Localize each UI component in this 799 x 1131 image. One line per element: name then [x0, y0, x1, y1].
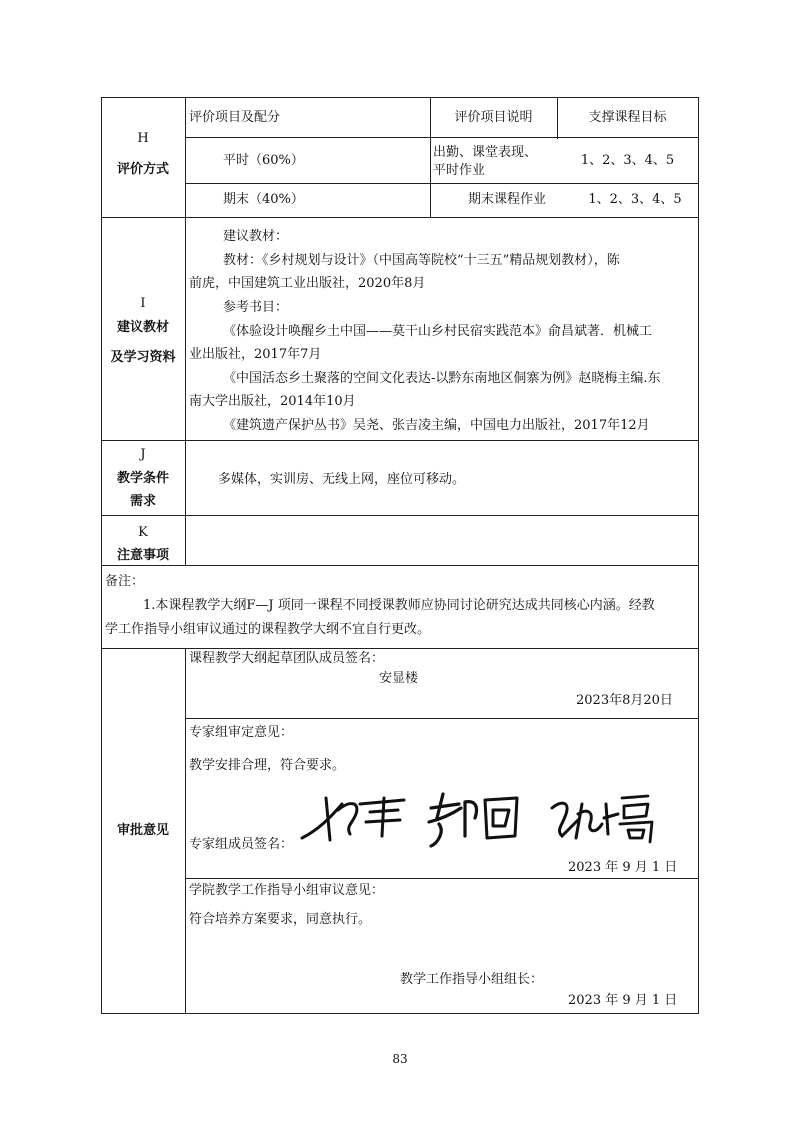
section-j-label-1: 教学条件: [116, 471, 169, 486]
reference-2-line-2: 南大学出版社，2014年10月: [189, 394, 356, 409]
section-k-label: 注意事项: [116, 548, 169, 563]
expert-opinion: 教学安排合理，符合要求。: [189, 758, 346, 773]
section-h-label: 评价方式: [116, 162, 169, 177]
row-regular-goal: 1、2、3、4、5: [580, 153, 675, 168]
college-title: 学院教学工作指导小组审议意见：: [189, 883, 385, 898]
drafting-name: 安显楼: [379, 671, 419, 686]
signature-expert-1: [300, 790, 410, 850]
section-i-label-2: 及学习资料: [110, 350, 176, 365]
reference-heading: 参考书目：: [223, 300, 289, 315]
signature-expert-3: [548, 790, 658, 850]
expert-sign-label: 专家组成员签名：: [189, 837, 294, 852]
notes-line-2: 学工作指导小组审议通过的课程教学大纲不宜自行更改。: [105, 622, 431, 637]
header-item: 评价项目及配分: [189, 110, 281, 125]
reference-1-line-1: 《体验设计唤醒乡土中国——莫干山乡村民宿实践范本》俞昌斌著．机械工: [223, 324, 653, 339]
row-final-item: 期末（40%）: [223, 192, 304, 207]
reference-2-line-1: 《中国活态乡土聚落的空间文化表达-以黔东南地区侗寨为例》赵晓梅主编.东: [223, 371, 661, 386]
section-k-letter: K: [138, 525, 148, 540]
notes-title: 备注：: [105, 574, 145, 589]
textbook-line-2: 前虎，中国建筑工业出版社，2020年8月: [189, 276, 426, 291]
expert-title: 专家组审定意见：: [189, 725, 294, 740]
section-j-label-2: 需求: [129, 494, 156, 509]
expert-date: 2023 年 9 月 1 日: [568, 860, 678, 875]
reference-1-line-2: 业出版社，2017年7月: [189, 347, 322, 362]
textbook-line-1: 教材：《乡村规划与设计》（中国高等院校“十三五”精品规划教材），陈: [223, 253, 620, 268]
page-number: 83: [392, 1052, 408, 1066]
drafting-date: 2023年8月20日: [576, 693, 673, 708]
approval-label: 审批意见: [116, 823, 169, 838]
row-regular-item: 平时（60%）: [223, 153, 304, 168]
textbook-heading: 建议教材：: [223, 229, 289, 244]
college-leader-label: 教学工作指导小组组长：: [400, 972, 544, 987]
college-opinion: 符合培养方案要求，同意执行。: [189, 912, 372, 927]
reference-3: 《建筑遗产保护丛书》吴尧、张吉凌主编，中国电力出版社，2017年12月: [223, 418, 650, 433]
section-i-label-1: 建议教材: [116, 320, 169, 335]
header-desc: 评价项目说明: [454, 110, 533, 125]
row-regular-desc-1: 出勤、课堂表现、: [433, 145, 538, 160]
section-h-letter: H: [137, 131, 149, 146]
row-regular-desc-2: 平时作业: [433, 163, 486, 178]
teaching-conditions: 多媒体，实训房、无线上网，座位可移动。: [218, 472, 466, 487]
signature-expert-2: [425, 788, 525, 850]
college-date: 2023 年 9 月 1 日: [568, 993, 678, 1008]
row-final-desc: 期末课程作业: [468, 192, 547, 207]
notes-line-1: 1.本课程教学大纲F—J 项同一课程不同授课教师应协同讨论研究达成共同核心内涵。经教: [143, 598, 655, 613]
header-goal: 支撑课程目标: [588, 110, 667, 125]
section-i-letter: I: [140, 296, 146, 311]
section-j-letter: J: [140, 447, 146, 462]
row-final-goal: 1、2、3、4、5: [588, 192, 682, 207]
drafting-title: 课程教学大纲起草团队成员签名：: [189, 651, 385, 666]
